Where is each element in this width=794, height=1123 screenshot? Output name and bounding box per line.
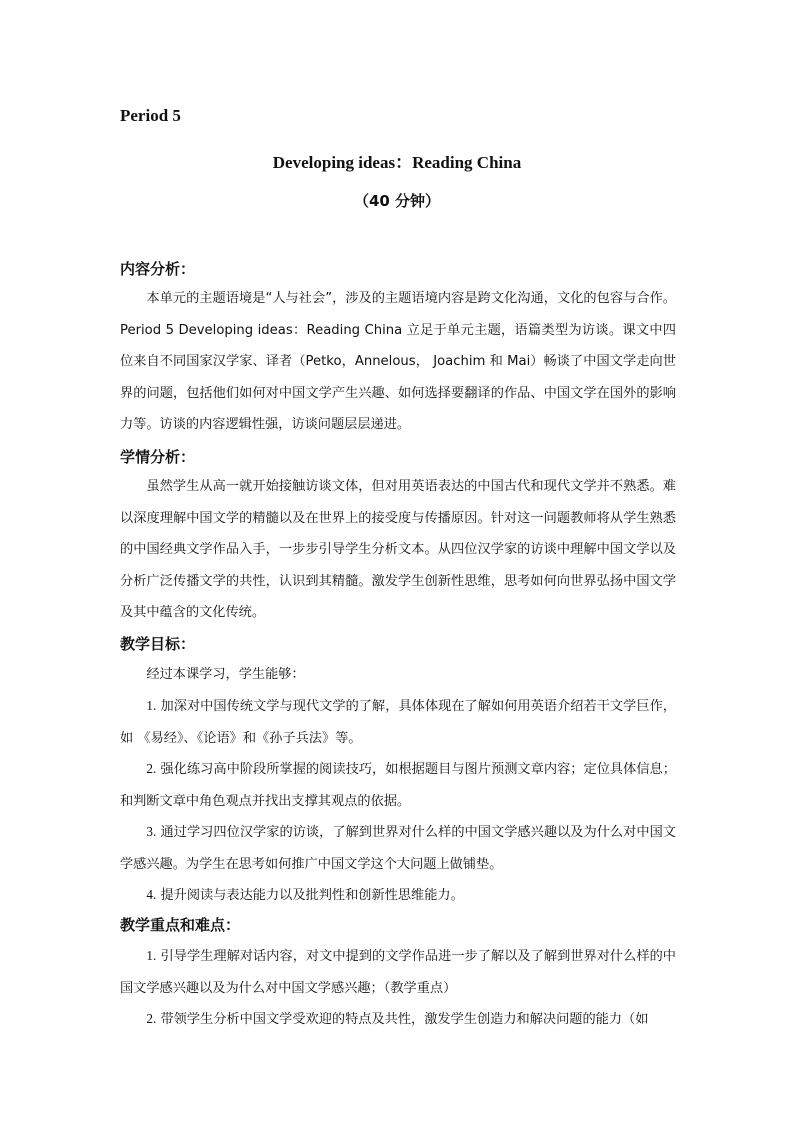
learner-analysis-heading: 学情分析： bbox=[120, 448, 196, 466]
key-point-text: 引导学生理解对话内容，对文中提到的文学作品进一步了解以及了解到世界对什么样的中国文学感兴趣以及为什么对中国文学感兴趣；（教学重点） bbox=[120, 949, 676, 996]
objective-item bbox=[120, 690, 676, 754]
objective-number: 2. bbox=[146, 761, 157, 776]
objectives-heading: 教学目标： bbox=[120, 635, 196, 653]
objective-text: 加深对中国传统文学与现代文学的了解，具体体现在了解如何用英语介绍若干文学巨作，如 《易经》、《论语》和《孙子兵法》等。 bbox=[120, 699, 676, 746]
period-label: Period 5 bbox=[120, 106, 181, 125]
key-point-item bbox=[120, 940, 676, 1004]
content-analysis-heading: 内容分析： bbox=[120, 260, 196, 278]
learner-analysis-paragraph: 虽然学生从高一就开始接触访谈文体，但对用英语表达的中国古代和现代文学并不熟悉。难以深度理解中国文学的精髓以及在世界上的接受度与传播原因。针对这一问题教师将从学生熟悉的中国经典文学作品入手，一步步引导学生分析文本。从四位汉学家的访谈中理解中国文学以及分析广泛传播文学的共性，认识到其精髓。激发学生创新性思维，思考如何向世界弘扬中国文学及其中蕴含的文化传统。 bbox=[120, 479, 676, 620]
content-analysis-paragraph: 本单元的主题语境是“人与社会”，涉及的主题语境内容是跨文化沟通，文化的包容与合作。Period 5 Developing ideas：Reading China 立足于单元主题，语篇类型为访谈。课文中四位来自不同国家汉学家、译者（Petko，Annelous， Joachim 和 Mai）畅谈了中国文学走向世界的问题，包括他们如何对中国文学产生兴趣、如何选择要翻译的作品、中国文学在国外的影响力等。访谈的内容逻辑性强，访谈问题层层递进。 bbox=[120, 291, 676, 432]
objective-text: 提升阅读与表达能力以及批判性和创新性思维能力。 bbox=[160, 888, 464, 903]
objective-item bbox=[120, 879, 676, 912]
key-point-item bbox=[120, 1003, 676, 1036]
objective-item bbox=[120, 753, 676, 817]
key-point-text: 带领学生分析中国文学受欢迎的特点及共性，激发学生创造力和解决问题的能力（如 bbox=[160, 1012, 649, 1027]
objective-text: 强化练习高中阶段所掌握的阅读技巧，如根据题目与图片预测文章内容；定位具体信息；和判断文章中角色观点并找出支撑其观点的依据。 bbox=[120, 762, 676, 809]
objective-number: 4. bbox=[146, 887, 157, 902]
key-points-heading: 教学重点和难点： bbox=[120, 916, 241, 934]
objective-text: 通过学习四位汉学家的访谈，了解到世界对什么样的中国文学感兴趣以及为什么对中国文学感兴趣。为学生在思考如何推广中国文学这个大问题上做铺垫。 bbox=[120, 825, 676, 872]
key-point-number: 1. bbox=[146, 948, 157, 963]
objectives-intro: 经过本课学习，学生能够： bbox=[146, 667, 305, 682]
key-point-number: 2. bbox=[146, 1011, 157, 1026]
objective-number: 3. bbox=[146, 824, 157, 839]
objective-item bbox=[120, 816, 676, 880]
objective-number: 1. bbox=[146, 698, 157, 713]
lesson-duration: （40 分钟） bbox=[353, 192, 441, 210]
lesson-title: Developing ideas：Reading China bbox=[272, 153, 522, 172]
